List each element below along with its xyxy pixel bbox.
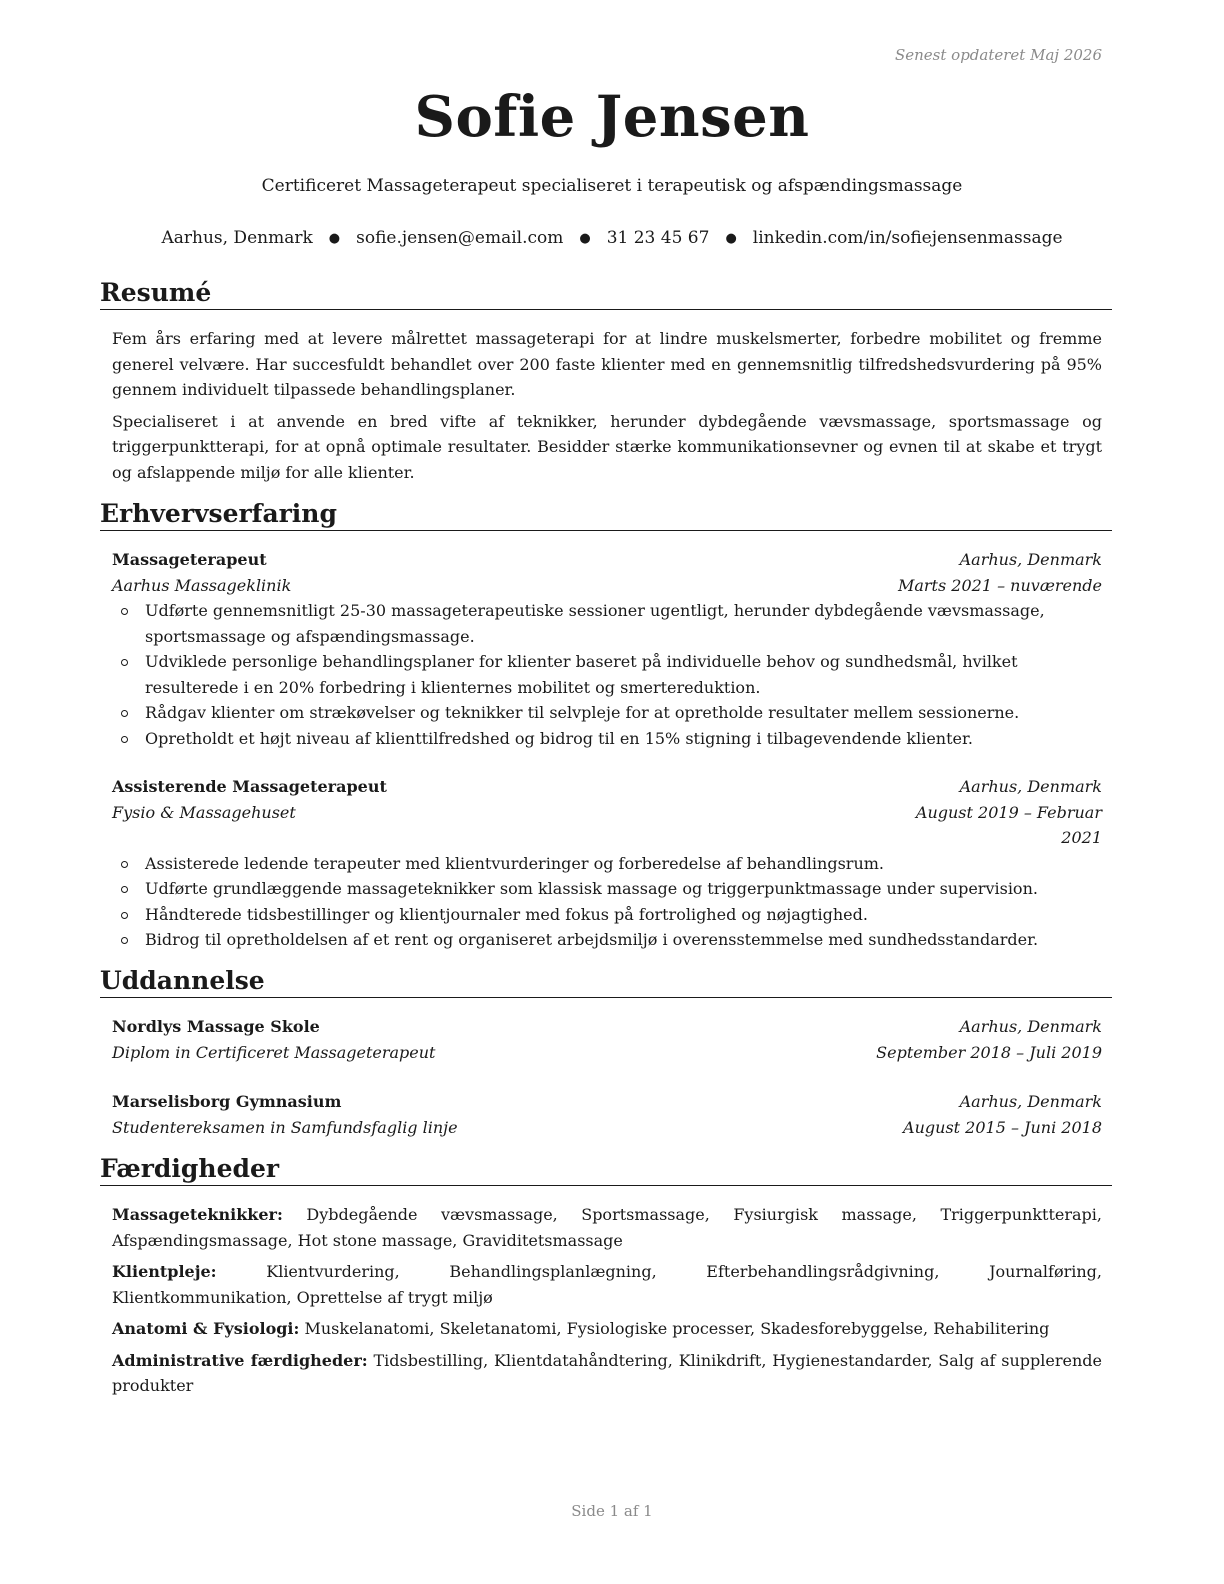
skills-section xyxy=(112,1202,1102,1405)
job-company: Fysio & Massagehuset xyxy=(112,802,296,822)
job-location: Aarhus, Denmark xyxy=(959,777,1102,796)
school-degree: Studentereksamen in Samfundsfaglig linje xyxy=(112,1117,458,1137)
job-dates: August 2019 – Februar 2021 xyxy=(915,802,1102,847)
skill-label: Administrative færdigheder: xyxy=(112,1350,368,1370)
section-heading-education: Uddannelse xyxy=(100,967,1112,998)
contact-linkedin[interactable]: linkedin.com/in/sofiejensenmassage xyxy=(752,228,1063,248)
list-item: Håndterede tidsbestillinger og klientjournaler med fokus på fortrolighed og nøjagtighed. xyxy=(112,902,1102,928)
skill-group xyxy=(112,1316,1102,1342)
contact-location: Aarhus, Denmark xyxy=(161,228,313,248)
section-heading-experience: Erhvervserfaring xyxy=(100,500,1112,531)
skill-group xyxy=(112,1348,1102,1399)
contact-phone: 31 23 45 67 xyxy=(606,228,710,248)
school-dates: September 2018 – Juli 2019 xyxy=(876,1042,1102,1062)
job-bullets xyxy=(112,598,1102,751)
skill-label: Anatomi & Fysiologi: xyxy=(112,1319,300,1338)
section-heading-summary: Resumé xyxy=(100,279,1112,310)
list-item: Udførte grundlæggende massageteknikker som klassisk massage og triggerpunktmassage under supervision. xyxy=(112,876,1102,902)
last-updated: Senest opdateret Maj 2026 xyxy=(894,46,1102,64)
school-degree: Diplom in Certificeret Massageterapeut xyxy=(112,1042,436,1062)
job-dates: Marts 2021 – nuværende xyxy=(897,575,1102,595)
job-title: Massageterapeut xyxy=(112,550,267,569)
summary-paragraph: Fem års erfaring med at levere målrettet massageterapi for at lindre muskelsmerter, forbedre mobilitet og fremme generel velvære. Har succesfuldt behandlet over 200 faste klienter med en gennemsnitlig tilfredshedsvurdering på 95% gennem individuelt tilpassede behandlingsplaner. xyxy=(112,329,1102,399)
list-item: Assisterede ledende terapeuter med klientvurderinger og forberedelse af behandlingsrum. xyxy=(112,851,1102,877)
contact-email[interactable]: sofie.jensen@email.com xyxy=(356,228,564,248)
candidate-name: Sofie Jensen xyxy=(414,84,810,150)
bullet-separator-icon: ● xyxy=(328,231,341,246)
school-location: Aarhus, Denmark xyxy=(959,1017,1102,1036)
summary-section xyxy=(112,326,1102,491)
school-dates: August 2015 – Juni 2018 xyxy=(903,1117,1102,1137)
bullet-separator-icon: ● xyxy=(725,231,737,246)
skill-label: Klientpleje: xyxy=(112,1262,217,1281)
list-item: Udførte gennemsnitligt 25-30 massageterapeutiske sessioner ugentligt, herunder dybdegående vævsmassage, sportsmassage og afspændingsmassage. xyxy=(112,598,1102,649)
skill-list: Klientvurdering, Behandlingsplanlægning, Efterbehandlingsrådgivning, Journalføring, Klientkommunikation, Oprettelse af trygt miljø xyxy=(112,1262,1102,1307)
job-title: Assisterende Massageterapeut xyxy=(112,777,387,796)
school-name: Nordlys Massage Skole xyxy=(112,1017,320,1036)
skill-label: Massageteknikker: xyxy=(112,1205,283,1224)
page-number: Side 1 af 1 xyxy=(571,1502,653,1520)
skill-list: Tidsbestilling, Klientdatahåndtering, Klinikdrift, Hygienestandarder, Salg af supplerende produkter xyxy=(112,1350,1103,1395)
tagline: Certificeret Massageterapeut specialiseret i terapeutisk og afspændingsmassage xyxy=(261,176,963,196)
contact-line xyxy=(0,228,1224,248)
skill-group xyxy=(112,1259,1102,1310)
skill-list: Dybdegående vævsmassage, Sportsmassage, Fysiurgisk massage, Triggerpunktterapi, Afspændingsmassage, Hot stone massage, Graviditetsmassage xyxy=(112,1205,1102,1250)
job-entry xyxy=(112,547,1102,751)
job-company: Aarhus Massageklinik xyxy=(112,575,292,595)
job-entry xyxy=(112,774,1102,953)
skill-list: Muskelanatomi, Skeletanatomi, Fysiologiske processer, Skadesforebyggelse, Rehabilitering xyxy=(299,1319,1050,1338)
education-entry xyxy=(112,1014,1102,1065)
summary-paragraph: Specialiseret i at anvende en bred vifte af teknikker, herunder dybdegående vævsmassage, sportsmassage og triggerpunktterapi, for at opnå optimale resultater. Besidder stærke kommunikationsevner og evnen til at skabe et trygt og afslappende miljø for alle klienter. xyxy=(112,411,1102,482)
list-item: Opretholdt et højt niveau af klienttilfredshed og bidrog til en 15% stigning i tilbagevendende klienter. xyxy=(112,726,1102,752)
list-item: Udviklede personlige behandlingsplaner for klienter baseret på individuelle behov og sundhedsmål, hvilket resulterede i en 20% forbedring i klienternes mobilitet og smertereduktion. xyxy=(112,649,1102,700)
school-location: Aarhus, Denmark xyxy=(959,1092,1102,1111)
education-entry xyxy=(112,1089,1102,1140)
skill-group xyxy=(112,1202,1102,1253)
section-heading-skills: Færdigheder xyxy=(100,1155,1112,1186)
job-location: Aarhus, Denmark xyxy=(959,550,1102,569)
school-name: Marselisborg Gymnasium xyxy=(112,1092,342,1111)
job-bullets xyxy=(112,851,1102,953)
list-item: Rådgav klienter om strækøvelser og teknikker til selvpleje for at opretholde resultater mellem sessionerne. xyxy=(112,700,1102,726)
bullet-separator-icon: ● xyxy=(579,231,591,246)
list-item: Bidrog til opretholdelsen af et rent og organiseret arbejdsmiljø i overensstemmelse med sundhedsstandarder. xyxy=(112,927,1102,953)
